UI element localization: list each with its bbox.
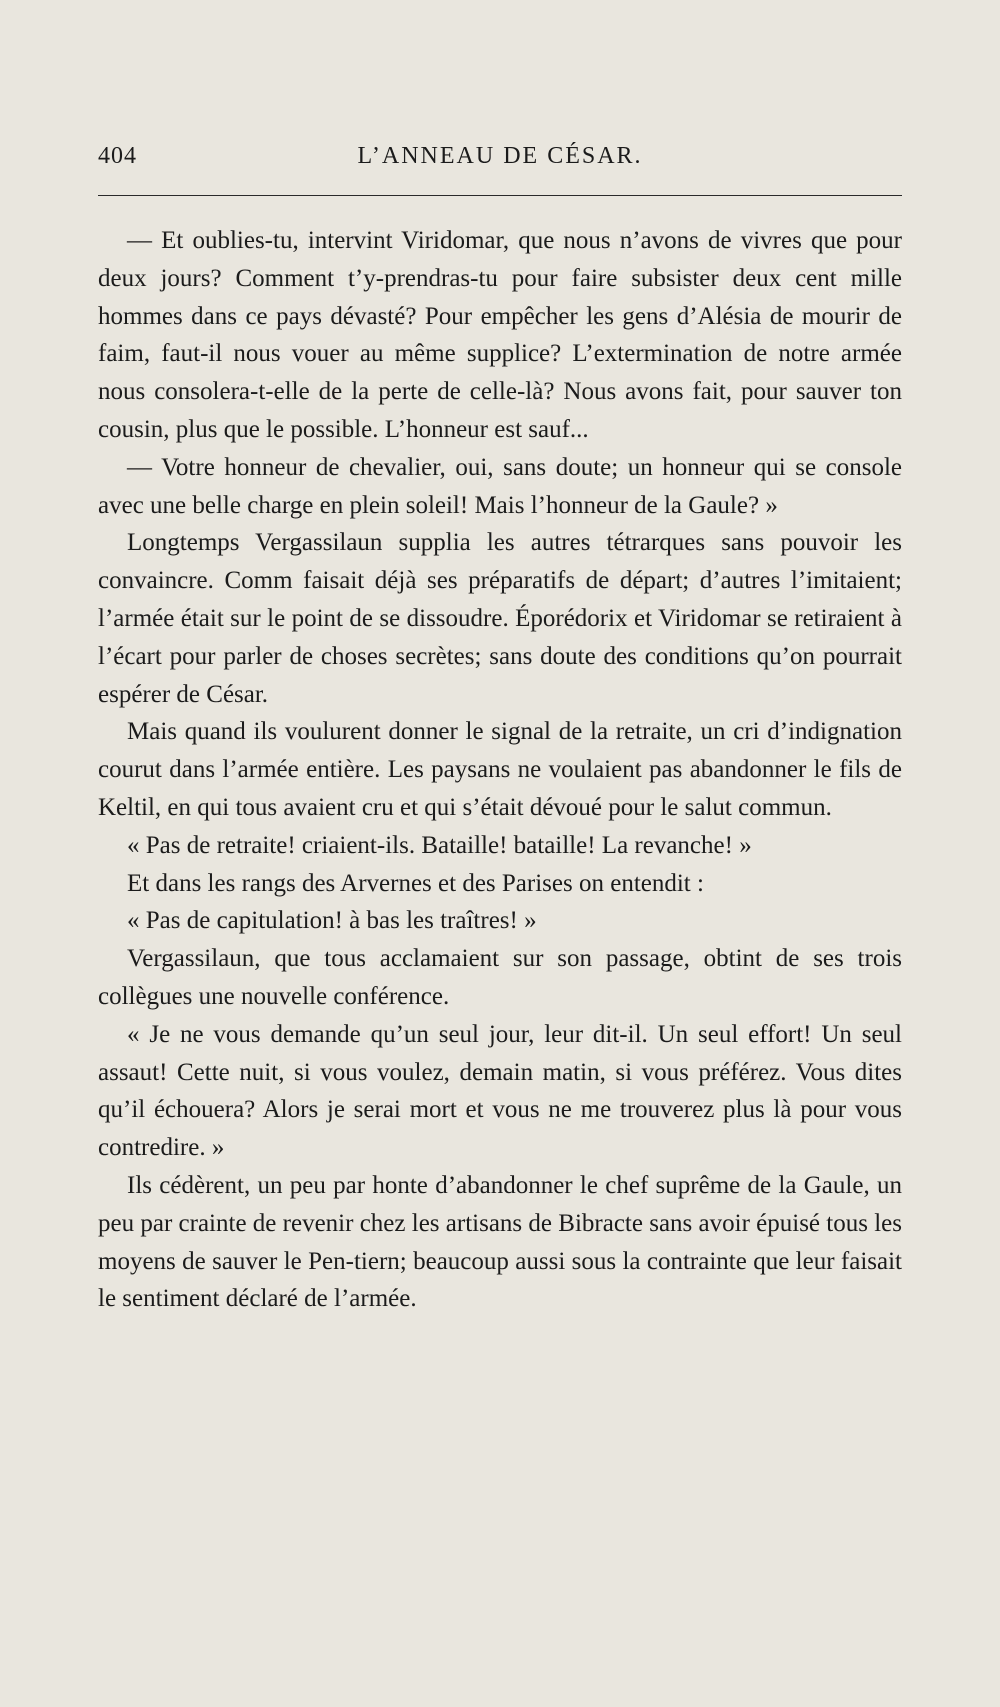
running-head: [98, 143, 902, 173]
paragraph: « Pas de retraite! criaient-ils. Bataille! bataille! La revanche! »: [127, 831, 752, 859]
paragraph: Vergassilaun, que tous acclamaient sur son passage, obtint de ses trois collègues une nouvelle conférence.: [98, 945, 902, 1010]
paragraph: Longtemps Vergassilaun supplia les autres tétrarques sans pouvoir les convaincre. Comm faisait déjà ses préparatifs de départ; d’autres l’imitaient; l’armée était sur le point de se dissoudre. Éporédorix et Viridomar se retiraient à l’écart pour parler de choses secrètes; sans doute des conditions qu’on pourrait espérer de César.: [98, 529, 902, 708]
running-title: L’ANNEAU DE CÉSAR.: [357, 143, 643, 169]
paragraph: « Pas de capitulation! à bas les traîtres! »: [127, 907, 537, 935]
body-text: [98, 222, 902, 1318]
paragraph: « Je ne vous demande qu’un seul jour, leur dit-il. Un seul effort! Un seul assaut! Cette nuit, si vous voulez, demain matin, si vous préférez. Vous dites qu’il échouera? Alors je serai mort et vous ne me trouverez plus là pour vous contredire. »: [98, 1020, 902, 1162]
paragraph: — Votre honneur de chevalier, oui, sans doute; un honneur qui se console avec une belle charge en plein soleil! Mais l’honneur de la Gaule? »: [98, 453, 902, 519]
page-number: 404: [98, 143, 137, 169]
paragraph: — Et oublies-tu, intervint Viridomar, que nous n’avons de vivres que pour deux jours? Comment t’y-prendras-tu pour faire subsister deux cent mille hommes dans ce pays dévasté? Pour empêcher les gens d’Alésia de mourir de faim, faut-il nous vouer au même supplice? L’extermination de notre armée nous consolera-t-elle de la perte de celle-là? Nous avons fait, pour sauver ton cousin, plus que le possible. L’honneur est sauf...: [98, 227, 902, 443]
paragraph: Et dans les rangs des Arvernes et des Parises on entendit :: [127, 869, 704, 897]
header-rule: [98, 195, 902, 196]
paragraph: Mais quand ils voulurent donner le signal de la retraite, un cri d’indignation courut dans l’armée entière. Les paysans ne voulaient pas abandonner le fils de Keltil, en qui tous avaient cru et qui s’était dévoué pour le salut commun.: [98, 718, 902, 821]
paragraph: Ils cédèrent, un peu par honte d’abandonner le chef suprême de la Gaule, un peu par crainte de revenir chez les artisans de Bibracte sans avoir épuisé tous les moyens de sauver le Pen-tiern; beaucoup aussi sous la contrainte que leur faisait le sentiment déclaré de l’armée.: [98, 1171, 902, 1313]
